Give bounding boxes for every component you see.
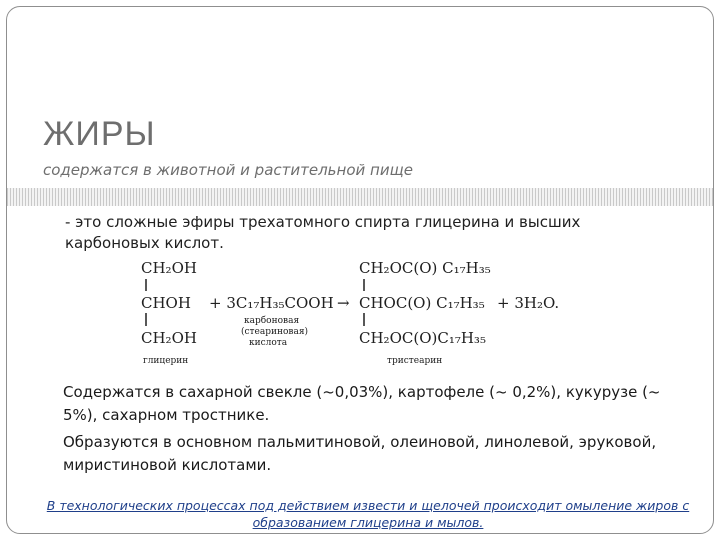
product-row-1: CH₂OC(O) C₁₇H₃₅: [359, 259, 491, 277]
product-row-3: CH₂OC(O)C₁₇H₃₅: [359, 329, 486, 347]
fact-formation: Образуются в основном пальмитиновой, олеиновой, линолевой, эруковой, миристиновой кислотами.: [63, 433, 657, 474]
slide: [6, 6, 714, 534]
glycerol-row-2: CHOH: [141, 294, 191, 312]
slide-subtitle: содержатся в животной и растительной пище: [43, 161, 413, 179]
acid-label-line-1: карбоновая: [244, 316, 300, 326]
decorative-band: [7, 188, 713, 206]
glycerol-row-3: CH₂OH: [141, 329, 197, 347]
product-label: тристеарин: [387, 356, 443, 366]
reaction-equation: [135, 251, 563, 371]
acid-formula: + 3C₁₇H₃₅COOH: [209, 294, 334, 312]
saponification-note: В технологических процессах под действием извести и щелочей происходит омыление жиров с образованием глицерина и мылов.: [46, 498, 690, 530]
facts-list: [63, 381, 663, 481]
glycerol-row-1: CH₂OH: [141, 259, 197, 277]
glycerol-label: глицерин: [143, 356, 189, 366]
product-row-2: CHOC(O) C₁₇H₃₅: [359, 294, 485, 312]
reaction-arrow: →: [337, 294, 350, 312]
slide-title: ЖИРЫ: [43, 115, 156, 153]
definition-text: - это сложные эфиры трехатомного спирта глицерина и высших карбоновых кислот.: [65, 213, 581, 252]
acid-label-line-2: (стеариновая): [241, 327, 309, 337]
acid-label-line-3: кислота: [249, 338, 288, 348]
water-term: + 3H₂O.: [497, 294, 560, 312]
fact-occurrence: Содержатся в сахарной свекле (~0,03%), картофеле (~ 0,2%), кукурузе (~ 5%), сахарном тростнике.: [63, 383, 661, 424]
